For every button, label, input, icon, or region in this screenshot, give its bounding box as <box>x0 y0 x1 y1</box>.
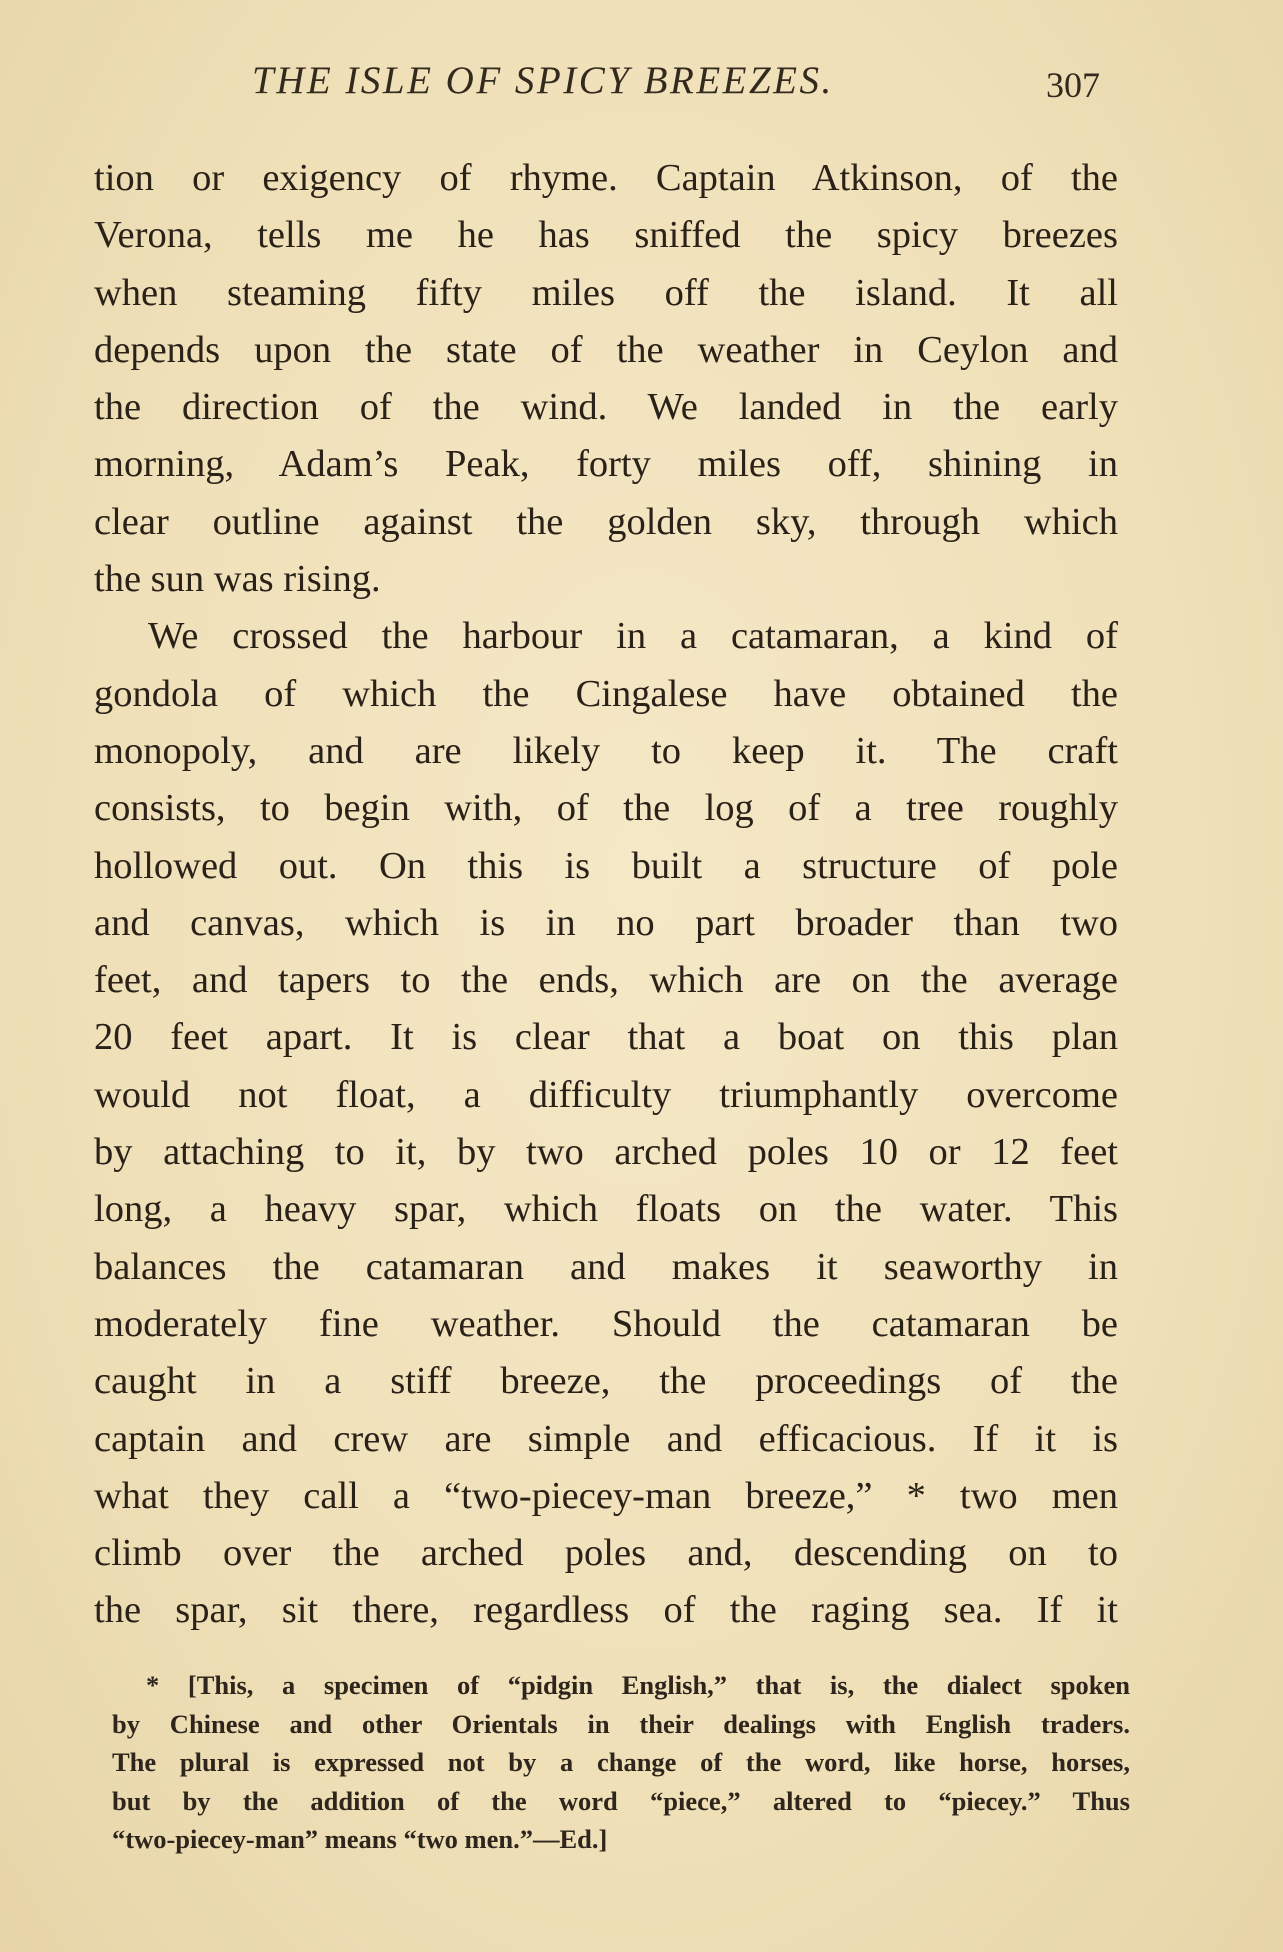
paragraph-2 <box>94 608 1118 1639</box>
footnote-line: The plural is expressed not by a change of the word, like horse, horses, <box>112 1747 1130 1778</box>
text-line: consists, to begin with, of the log of a tree roughly <box>94 787 1118 830</box>
text-line: the direction of the wind. We landed in the early <box>94 386 1118 429</box>
text-line: tion or exigency of rhyme. Captain Atkinson, of the <box>94 157 1118 199</box>
body-text <box>94 150 1118 1640</box>
footnote-line: by Chinese and other Orientals in their dealings with English traders. <box>112 1708 1130 1739</box>
page-header <box>0 58 1283 108</box>
footnote <box>112 1666 1130 1859</box>
text-line: morning, Adam’s Peak, forty miles off, shining in <box>94 443 1118 486</box>
page-number: 307 <box>1046 65 1100 105</box>
text-line: monopoly, and are likely to keep it. The craft <box>94 729 1118 772</box>
text-line: 20 feet apart. It is clear that a boat on this plan <box>94 1016 1118 1059</box>
text-line: gondola of which the Cingalese have obtained the <box>94 672 1118 715</box>
text-line: We crossed the harbour in a catamaran, a kind of <box>148 615 1118 658</box>
text-line: and canvas, which is in no part broader than two <box>94 901 1118 944</box>
text-line: long, a heavy spar, which floats on the water. This <box>94 1188 1118 1231</box>
text-line: caught in a stiff breeze, the proceedings of the <box>94 1360 1118 1403</box>
text-line: depends upon the state of the weather in Ceylon and <box>94 328 1118 371</box>
text-line: Verona, tells me he has sniffed the spicy breezes <box>94 214 1118 257</box>
text-line: the sun was rising. <box>94 558 381 601</box>
text-line: the spar, sit there, regardless of the raging sea. If it <box>94 1589 1118 1632</box>
text-line: by attaching to it, by two arched poles 10 or 12 feet <box>94 1131 1118 1174</box>
footnote-line: * [This, a specimen of “pidgin English,” that is, the dialect spoken <box>146 1670 1130 1700</box>
running-title: THE ISLE OF SPICY BREEZES. <box>252 59 834 102</box>
text-line: when steaming fifty miles off the island. It all <box>94 271 1118 314</box>
paragraph-1 <box>94 150 1118 608</box>
footnote-line: but by the addition of the word “piece,” altered to “piecey.” Thus <box>112 1785 1130 1816</box>
text-line: what they call a “two-piecey-man breeze,” * two men <box>94 1474 1118 1517</box>
text-line: moderately fine weather. Should the catamaran be <box>94 1302 1118 1345</box>
text-line: feet, and tapers to the ends, which are on the average <box>94 959 1118 1002</box>
footnote-line: “two-piecey-man” means “two men.”—Ed.] <box>112 1824 608 1855</box>
text-line: hollowed out. On this is built a structure of pole <box>94 844 1118 887</box>
text-line: would not float, a difficulty triumphantly overcome <box>94 1073 1118 1116</box>
text-line: captain and crew are simple and efficacious. If it is <box>94 1417 1118 1460</box>
text-line: clear outline against the golden sky, through which <box>94 500 1118 543</box>
text-line: balances the catamaran and makes it seaworthy in <box>94 1245 1118 1288</box>
text-line: climb over the arched poles and, descending on to <box>94 1532 1118 1575</box>
